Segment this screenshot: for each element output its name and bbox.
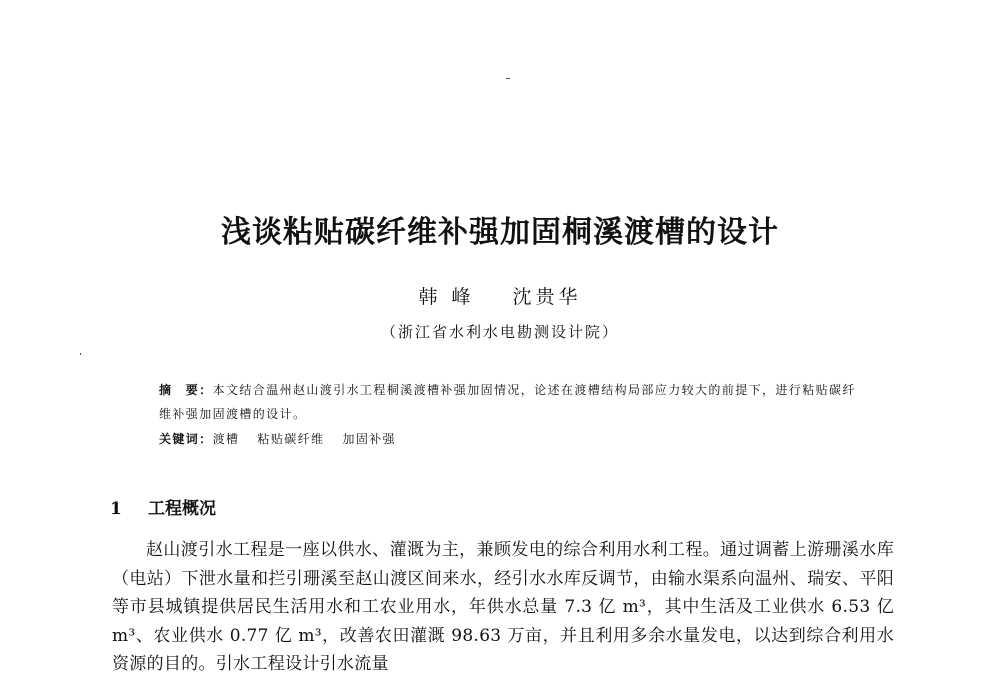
scan-speck <box>80 353 81 355</box>
keywords-label: 关键词： <box>159 432 213 446</box>
section-number: 1 <box>110 499 122 519</box>
author-name: 沈贵华 <box>512 286 582 308</box>
body-paragraph: 赵山渡引水工程是一座以供水、灌溉为主，兼顾发电的综合利用水利工程。通过调蓄上游珊溪水库（电站）下泄水量和拦引珊溪至赵山渡区间来水，经引水水库反调节，由输水渠系向温州、瑞安、平阳等市县城镇提供居民生活用水和工农业用水，年供水总量 7.3 亿 m³，其中生活及工业供水 6.53 亿 m³、农业供水 0.77 亿 m³，改善农田灌溉 98.63 万亩，并且利用多余水量发电，以达到综合利用水资源的目的。引水工程设计引水流量 <box>112 540 894 674</box>
author-name: 韩 峰 <box>418 286 475 308</box>
abstract <box>159 378 859 426</box>
paper-title: 浅谈粘贴碳纤维补强加固桐溪渡槽的设计 <box>221 215 779 250</box>
keyword: 加固补强 <box>342 432 397 446</box>
section-heading <box>110 494 216 519</box>
section-title: 工程概况 <box>148 499 216 519</box>
abstract-text: 本文结合温州赵山渡引水工程桐溪渡槽补强加固情况，论述在渡槽结构局部应力较大的前提下，进行粘贴碳纤维补强加固渡槽的设计。 <box>159 383 856 421</box>
abstract-label: 摘 要： <box>159 383 213 397</box>
keyword: 粘贴碳纤维 <box>257 432 325 446</box>
keywords <box>159 430 859 447</box>
author-list <box>0 282 1000 309</box>
scan-speck <box>506 78 510 79</box>
author-affiliation: （浙江省水利水电勘测设计院） <box>380 323 619 341</box>
keyword: 渡槽 <box>212 432 240 446</box>
